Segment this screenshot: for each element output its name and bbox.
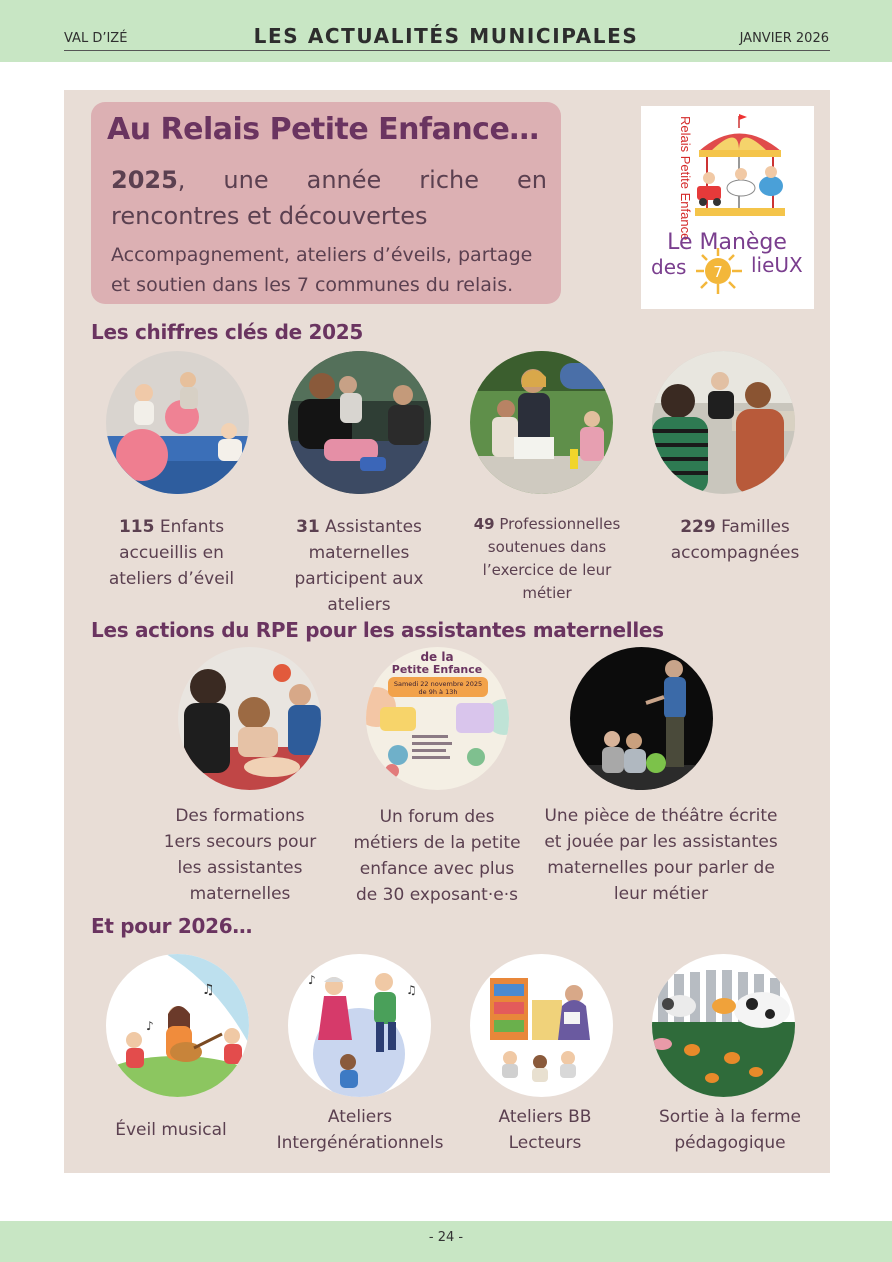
illustration-intergenerational	[288, 954, 431, 1097]
svg-text:♪: ♪	[308, 973, 316, 987]
plan-music-caption: Éveil musical	[115, 1120, 227, 1140]
photo-professionals-reading	[470, 351, 613, 494]
figure-families-number: 229	[680, 517, 716, 537]
actions-title: Les actions du RPE pour les assistantes maternelles	[91, 618, 664, 642]
plan-farm-caption: Sortie à la ferme pédagogique	[659, 1107, 801, 1153]
photo-first-aid-training	[178, 647, 321, 790]
poster-time: de 9h à 13h	[418, 688, 458, 696]
article-subtitle	[111, 162, 547, 234]
figure-professionals-text: Professionnelles soutenues dans l’exercice de leur métier	[482, 515, 621, 602]
logo-line2-right: lieUX	[751, 253, 803, 277]
article-title: Au Relais Petite Enfance…	[107, 112, 539, 147]
photo-assistants-workshop	[288, 351, 431, 494]
plan-intergenerational-caption: Ateliers Intergénérationnels	[276, 1107, 444, 1153]
figure-children-caption	[96, 514, 247, 592]
figure-assistants-text: Assistantes maternelles participent aux ateliers	[294, 517, 424, 615]
figure-assistants-number: 31	[296, 517, 320, 537]
figure-children-text: Enfants accueillis en ateliers d’éveil	[108, 517, 235, 589]
photo-children-balls	[106, 351, 249, 494]
rpe-logo	[641, 106, 814, 309]
illustration-farm-visit	[652, 954, 795, 1097]
plans-title: Et pour 2026…	[91, 914, 253, 938]
action-forum-caption: Un forum des métiers de la petite enfance avec plus de 30 exposant·e·s	[353, 807, 521, 905]
photo-theatre-play	[570, 647, 713, 790]
header-divider	[64, 50, 830, 51]
poster-line2: Petite Enfance	[391, 663, 483, 676]
subtitle-text: , une année riche en rencontres et découvertes	[111, 166, 547, 230]
svg-text:♫: ♫	[406, 983, 417, 997]
town-name: VAL D’IZÉ	[64, 31, 128, 46]
logo-line2-left: des	[651, 255, 687, 279]
subtitle-year: 2025	[111, 166, 178, 194]
page-number: - 24 -	[428, 1230, 464, 1245]
illustration-baby-readers	[470, 954, 613, 1097]
svg-text:♫: ♫	[202, 982, 215, 998]
action-first-aid-caption: Des formations 1ers secours pour les assistantes maternelles	[163, 806, 317, 904]
poster-date: Samedi 22 novembre 2025	[393, 680, 483, 688]
logo-number: 7	[713, 263, 723, 281]
forum-poster	[366, 647, 509, 790]
publication-title: LES ACTUALITÉS MUNICIPALES	[253, 24, 639, 48]
action-theatre-caption: Une pièce de théâtre écrite et jouée par les assistantes maternelles pour parler de leur métier	[544, 806, 778, 904]
figure-professionals-caption	[468, 513, 626, 605]
carousel-logo-image	[641, 106, 814, 309]
poster-line1: de la	[420, 650, 454, 664]
figure-assistants-caption	[284, 514, 434, 618]
plan-readers-caption: Ateliers BB Lecteurs	[498, 1107, 592, 1153]
logo-line1: Le Manège	[667, 230, 787, 255]
article-description: Accompagnement, ateliers d’éveils, partage et soutien dans les 7 communes du relais.	[111, 244, 533, 296]
illustration-musical-awakening	[106, 954, 249, 1097]
key-figures-title: Les chiffres clés de 2025	[91, 320, 363, 344]
svg-text:♪: ♪	[146, 1019, 154, 1033]
photo-families-meeting	[652, 351, 795, 494]
figure-children-number: 115	[118, 517, 155, 537]
figure-families-caption	[660, 514, 810, 566]
figure-professionals-number: 49	[473, 515, 495, 533]
logo-vertical-text: Relais Petite Enfance	[678, 116, 693, 241]
figure-families-text: Familles accompagnées	[670, 517, 800, 563]
issue-date: JANVIER 2026	[739, 31, 829, 46]
